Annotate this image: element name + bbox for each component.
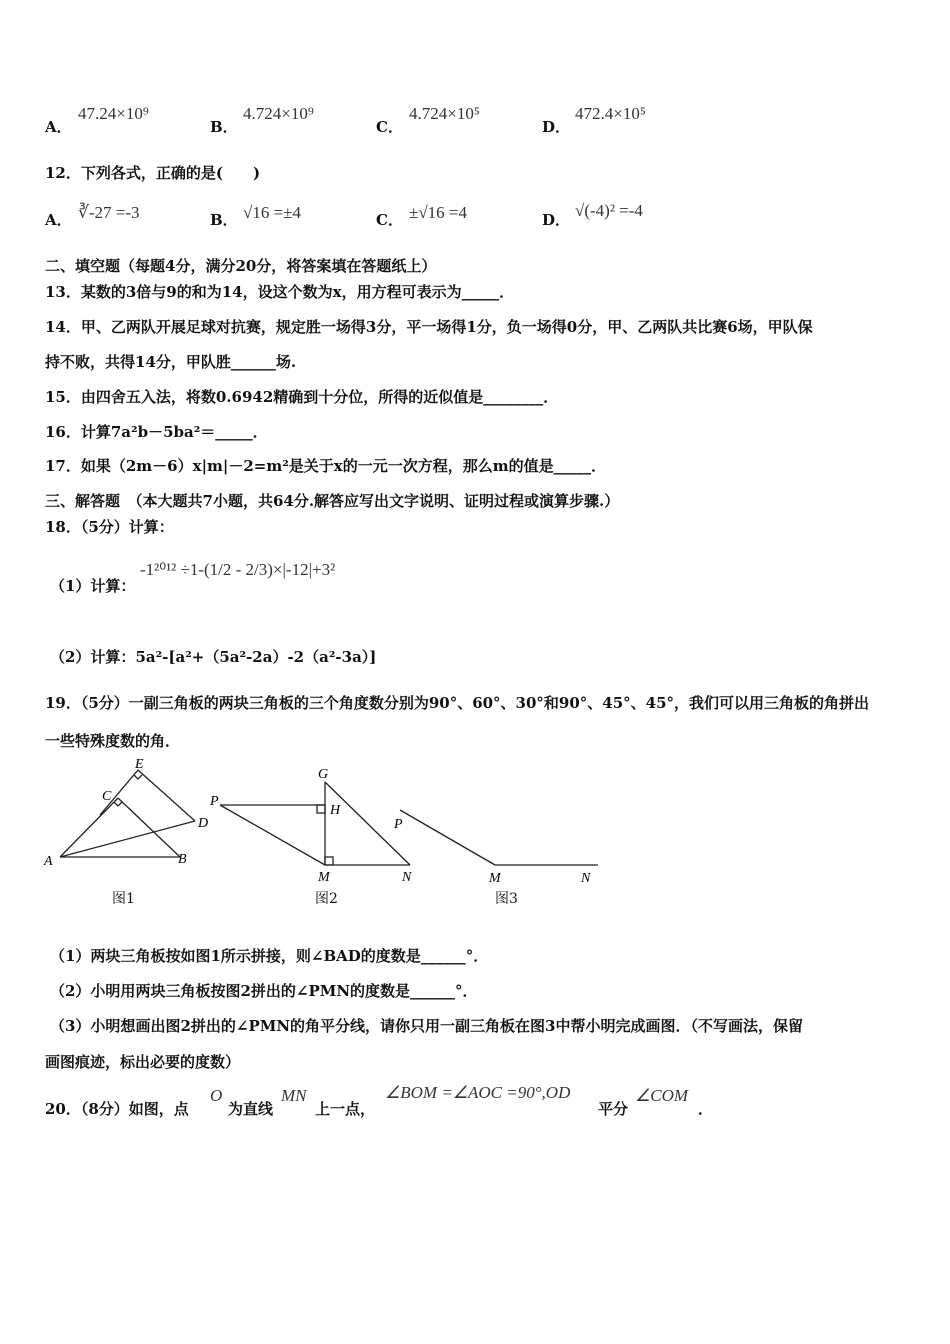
- q11-option-d-expr: 472.4×10⁵: [575, 104, 646, 123]
- fig2-label-g: G: [318, 767, 329, 782]
- fig1-label-d: D: [198, 816, 209, 831]
- q11-option-c-expr: 4.724×10⁵: [409, 104, 480, 123]
- q12-stem: 12．下列各式，正确的是( ): [45, 164, 261, 182]
- fig2-label-m: M: [318, 870, 330, 885]
- fig3-caption: 图3: [495, 891, 518, 907]
- q12-option-b-expr: √16 =±4: [243, 203, 301, 222]
- q11-option-c-label: C．: [376, 118, 403, 136]
- q20-point-o: O: [210, 1086, 223, 1105]
- figure-1: [40, 755, 220, 870]
- q12-option-a-expr: ∛-27 =-3: [78, 203, 140, 222]
- q14-text-line1: 14．甲、乙两队开展足球对抗赛，规定胜一场得3分，平一场得1分，负一场得0分，甲、乙两队共比赛6场，甲队保: [45, 318, 813, 336]
- q19-part3-line2: 画图痕迹，标出必要的度数）: [45, 1053, 241, 1071]
- figure-3: [385, 800, 605, 890]
- fig2-label-h: H: [330, 803, 341, 818]
- q20-angle-com: ∠COM: [635, 1086, 689, 1105]
- q19-part2: （2）小明用两块三角板按图2拼出的∠PMN的度数是______°．: [50, 982, 478, 1000]
- fig3-label-m: M: [489, 871, 501, 886]
- fig1-label-c: C: [102, 789, 112, 804]
- q16-text: 16．计算7a²b－5ba²＝_____．: [45, 423, 268, 441]
- q11-option-d-label: D．: [542, 118, 571, 136]
- fig1-label-a: A: [44, 854, 53, 869]
- q12-option-c-expr: ±√16 =4: [409, 203, 467, 222]
- fig1-label-e: E: [135, 757, 144, 772]
- fig1-caption: 图1: [112, 891, 135, 907]
- q14-text-line2: 持不败，共得14分，甲队胜______场.: [45, 353, 297, 371]
- q11-option-a-expr: 47.24×10⁹: [78, 104, 149, 123]
- q18-stem: 18．（5分）计算：: [45, 518, 174, 536]
- q11-option-a-label: A．: [45, 118, 72, 136]
- q19-stem-line1: 19．（5分）一副三角板的两块三角板的三个角度数分别为90°、60°、30°和90°、45°、45°，我们可以用三角板的角拼出: [45, 694, 870, 712]
- q20-prefix: 20．（8分）如图，点: [45, 1100, 189, 1118]
- fig3-label-p: P: [394, 817, 403, 832]
- q11-option-b-label: B．: [210, 118, 238, 136]
- q20-line-mn: MN: [281, 1086, 307, 1105]
- q17-text: 17．如果（2m－6）x|m|－2=m²是关于x的一元一次方程，那么m的值是_____．: [45, 457, 607, 475]
- q18-part1-expr: -1²⁰¹² ÷1-(1/2 - 2/3)×|-12|+3²: [140, 560, 336, 579]
- q15-text: 15．由四舍五入法，将数0.6942精确到十分位，所得的近似值是________．: [45, 388, 559, 406]
- q18-part2: （2）计算：5a²-[a²+（5a²-2a）-2（a²-3a）]: [50, 648, 377, 666]
- q11-option-b-expr: 4.724×10⁹: [243, 104, 314, 123]
- fig2-label-p: P: [210, 794, 219, 809]
- q20-mid1: 为直线: [228, 1100, 274, 1118]
- q19-part3-line1: （3）小明想画出图2拼出的∠PMN的角平分线，请你只用一副三角板在图3中帮小明完成画图．（不写画法，保留: [50, 1017, 803, 1035]
- q19-stem-line2: 一些特殊度数的角．: [45, 732, 181, 750]
- q19-part1: （1）两块三角板按如图1所示拼接，则∠BAD的度数是______°．: [50, 947, 489, 965]
- q18-part1-label: （1）计算：: [50, 577, 136, 595]
- q12-option-b-label: B．: [210, 211, 238, 229]
- q20-end: ．: [698, 1100, 714, 1118]
- fig3-label-n: N: [581, 871, 591, 886]
- section2-heading: 二、填空题（每题4分，满分20分，将答案填在答题纸上）: [45, 257, 437, 275]
- q12-option-d-label: D．: [542, 211, 571, 229]
- q12-option-a-label: A．: [45, 211, 72, 229]
- q20-mid3: 平分: [598, 1100, 629, 1118]
- section3-heading: 三、解答题 （本大题共7小题，共64分.解答应写出文字说明、证明过程或演算步骤.）: [45, 492, 620, 510]
- q13-text: 13．某数的3倍与9的和为14，设这个数为x，用方程可表示为_____．: [45, 283, 515, 301]
- q12-option-d-expr: √(-4)² =-4: [575, 201, 643, 220]
- fig2-label-n: N: [402, 870, 412, 885]
- fig1-label-b: B: [178, 852, 187, 867]
- q20-condition: ∠BOM =∠AOC =90°,OD: [385, 1083, 571, 1102]
- fig2-caption: 图2: [315, 891, 338, 907]
- q12-option-c-label: C．: [376, 211, 403, 229]
- q20-mid2: 上一点，: [315, 1100, 376, 1118]
